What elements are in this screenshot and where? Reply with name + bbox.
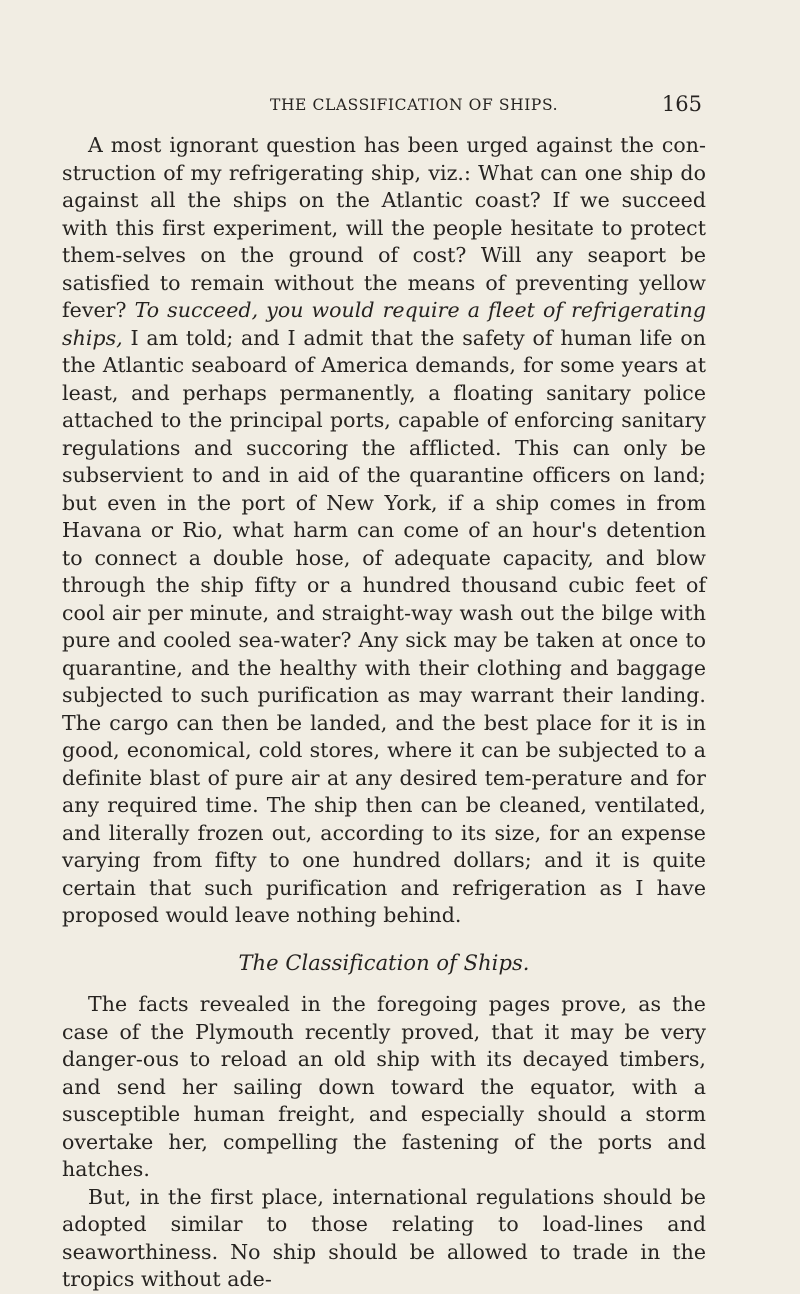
paragraph-text: A most ignorant question has been urged against the con-struction of my refrigerating ship, viz.: What can one ship do against all the ships on the Atlantic coast? If we succeed with this first experiment, will the people hesitate to protect them-selves on the ground of cost? Will any seaport be satisfied to remain without the means of preventing yellow fever? [62, 133, 706, 322]
paragraph-regulations: But, in the first place, international regulations should be adopted similar to those relating to load-lines and seaworthiness. No ship should be allowed to trade in the tropics without ade- [62, 1184, 706, 1291]
paragraph-text: I am told; and I admit that the safety of human life on the Atlantic seaboard of America demands, for some years at least, and perhaps permanently, a floating sanitary police attached to the principal ports, capable of enforcing sanitary regulations and succoring the afflicted. This can only be subservient to and in aid of the quarantine officers on land; but even in the port of New York, if a ship comes in from Havana or Rio, what harm can come of an hour's detention to connect a double hose, of adequate capacity, and blow through the ship fifty or a hundred thousand cubic feet of cool air per minute, and straight-way wash out the bilge with pure and cooled sea-water? Any sick may be taken at once to quarantine, and the healthy with their clothing and baggage subjected to such purification as may warrant their landing. The cargo can then be landed, and the best place for it is in good, economical, cold stores, where it can be subjected to a definite blast of pure air at any desired tem-perature and for any required time. The ship then can be cleaned, ventilated, and literally frozen out, according to its size, for an expense varying from fifty to one hundred dollars; and it is quite certain that such purification and refrigeration as I have proposed would leave nothing behind. [62, 325, 706, 927]
running-head [62, 92, 706, 132]
page-body [62, 132, 706, 1294]
running-title: THE CLASSIFICATION OF SHIPS. [270, 96, 559, 114]
page-number: 165 [661, 92, 702, 116]
section-heading: The Classification of Ships. [238, 950, 530, 975]
emphasized-quote: To succeed, you would require a fleet of refrigerating ships, [62, 298, 706, 350]
paragraph-refrigerating-ship [62, 132, 706, 930]
paragraph-plymouth: The facts revealed in the foregoing pages prove, as the case of the Plymouth recently proved, that it may be very danger-ous to reload an old ship with its decayed timbers, and send her sailing down toward the equator, with a susceptible human freight, and especially should a storm overtake her, compelling the fastening of the ports and hatches. [62, 992, 706, 1181]
